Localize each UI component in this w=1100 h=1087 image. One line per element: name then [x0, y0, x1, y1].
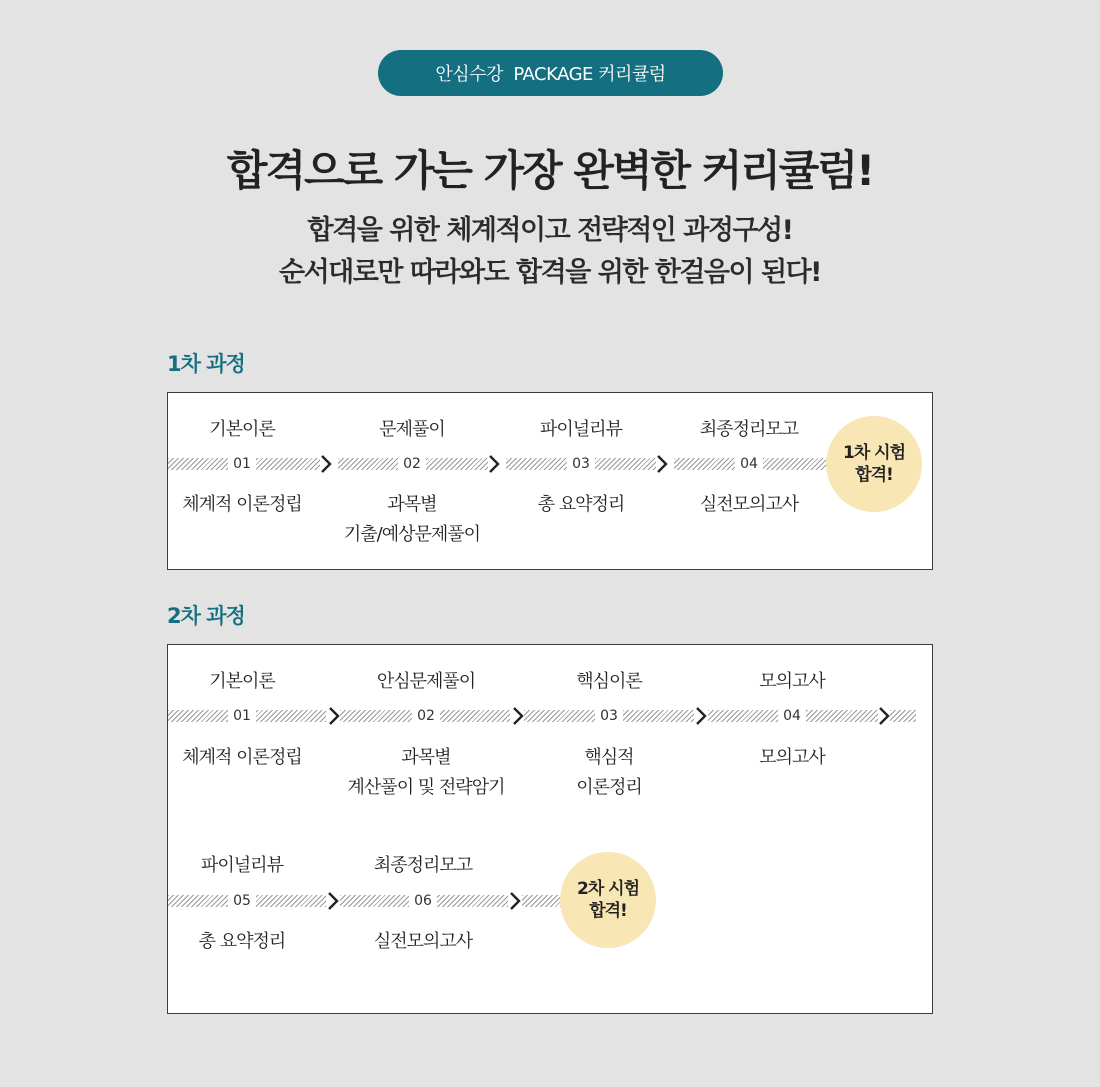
- course2-step-name: 핵심이론: [576, 671, 642, 692]
- course2-line-segment: [522, 895, 562, 907]
- course1-step-desc: 체계적 이론정립: [182, 494, 302, 515]
- course2-step-number: 02: [412, 708, 440, 724]
- package-curriculum-badge: [378, 50, 723, 96]
- course1-step-desc: 총 요약정리: [537, 494, 625, 515]
- course1-step-name: 기본이론: [209, 419, 275, 440]
- course2-step-desc: 핵심적 이론정리: [576, 747, 642, 798]
- course1-box: [167, 392, 933, 570]
- chevron-right-icon: [878, 707, 890, 725]
- course1-step-name: 파이널리뷰: [540, 419, 622, 440]
- chevron-right-icon: [320, 455, 332, 473]
- course2-step-number: 03: [595, 708, 623, 724]
- course1-goal-badge: 1차 시험 합격!: [826, 416, 922, 512]
- chevron-right-icon: [509, 892, 521, 910]
- chevron-right-icon: [656, 455, 668, 473]
- page-headline: 합격으로 가는 가장 완벽한 커리큘럼!: [226, 146, 874, 195]
- course2-step-desc: 실전모의고사: [373, 931, 473, 952]
- course1-step-name: 최종정리모고: [699, 419, 799, 440]
- chevron-right-icon: [512, 707, 524, 725]
- course2-step-name: 최종정리모고: [373, 855, 473, 876]
- chevron-right-icon: [328, 707, 340, 725]
- course1-step-desc: 과목별 기출/예상문제풀이: [343, 494, 481, 545]
- course2-step-number: 06: [409, 893, 437, 909]
- course1-step-number: 04: [735, 456, 763, 472]
- course2-step-number: 04: [778, 708, 806, 724]
- course1-step-number: 02: [398, 456, 426, 472]
- course2-step-name: 모의고사: [759, 671, 825, 692]
- chevron-right-icon: [695, 707, 707, 725]
- course2-step-desc: 체계적 이론정립: [182, 747, 302, 768]
- course2-box: [167, 644, 933, 1014]
- course2-step-number: 05: [228, 893, 256, 909]
- course1-step-desc: 실전모의고사: [699, 494, 799, 515]
- course1-step-name: 문제풀이: [379, 419, 445, 440]
- chevron-right-icon: [327, 892, 339, 910]
- course2-line-segment: [890, 710, 916, 722]
- course2-goal-badge: 2차 시험 합격!: [560, 852, 656, 948]
- course2-step-number: 01: [228, 708, 256, 724]
- course2-title: 2차 과정: [167, 604, 245, 628]
- course2-step-name: 파이널리뷰: [201, 855, 283, 876]
- course2-step-desc: 총 요약정리: [198, 931, 286, 952]
- page-subtitle-1: 합격을 위한 체계적이고 전략적인 과정구성!: [307, 215, 793, 246]
- badge-label: 안심수강 PACKAGE 커리큘럼: [435, 64, 666, 85]
- course2-step-desc: 과목별 계산풀이 및 전략암기: [347, 747, 505, 798]
- course1-title: 1차 과정: [167, 352, 245, 376]
- course2-step-name: 안심문제풀이: [376, 671, 476, 692]
- course1-step-number: 03: [567, 456, 595, 472]
- chevron-right-icon: [488, 455, 500, 473]
- course2-step-name: 기본이론: [209, 671, 275, 692]
- course2-step-desc: 모의고사: [759, 747, 825, 768]
- page-subtitle-2: 순서대로만 따라와도 합격을 위한 한걸음이 된다!: [279, 257, 821, 288]
- course1-step-number: 01: [228, 456, 256, 472]
